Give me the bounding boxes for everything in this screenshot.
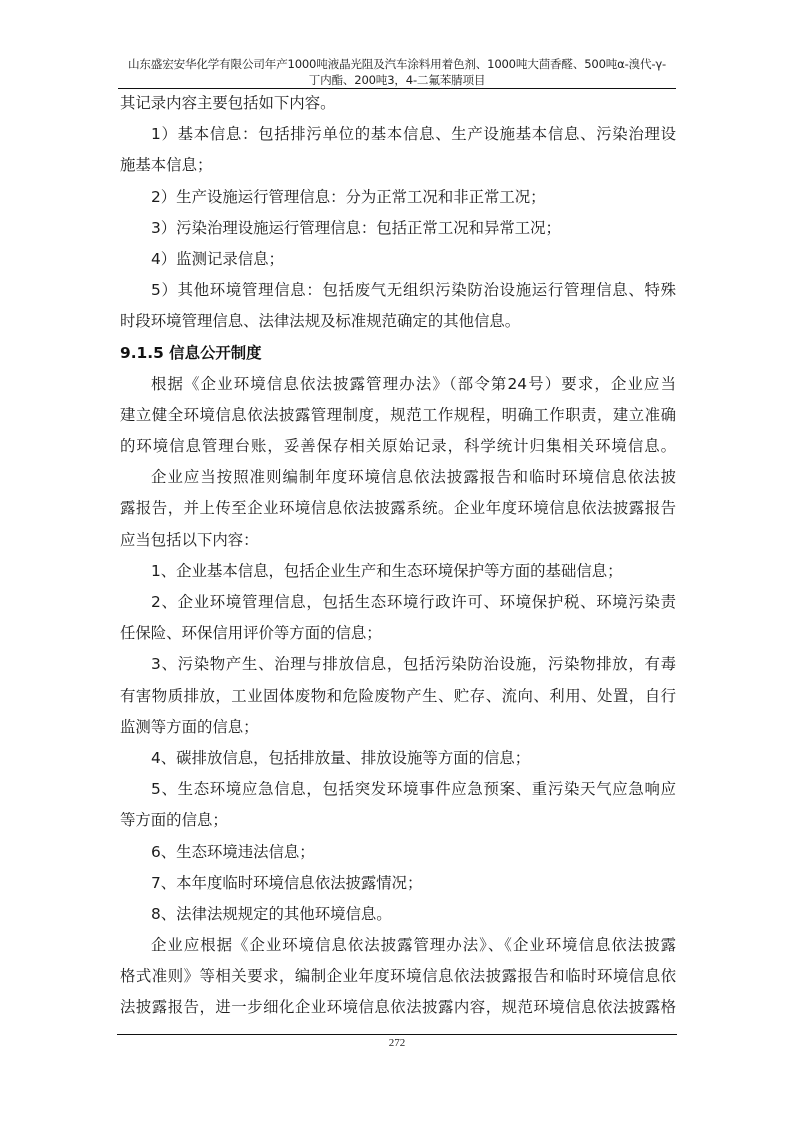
- list-item-basic-info: 1）基本信息：包括排污单位的基本信息、生产设施基本信息、污染治理设: [151, 125, 676, 144]
- paragraph-line: 时段环境管理信息、法律法规及标准规范确定的其他信息。: [120, 312, 521, 331]
- list-item-4: 4、碳排放信息，包括排放量、排放设施等方面的信息；: [151, 748, 531, 767]
- list-item-8: 8、法律法规规定的其他环境信息。: [151, 904, 392, 923]
- list-item-7: 7、本年度临时环境信息依法披露情况；: [151, 873, 423, 892]
- paragraph-line: 有害物质排放，工业固体废物和危险废物产生、贮存、流向、利用、处置，自行: [120, 686, 676, 705]
- footer-divider: [117, 1034, 677, 1035]
- list-item-2: 2、企业环境管理信息，包括生态环境行政许可、环境保护税、环境污染责: [151, 593, 676, 611]
- page-number: 272: [388, 1037, 406, 1049]
- paragraph-line: 等方面的信息；: [120, 811, 228, 830]
- list-item-other-management: 5）其他环境管理信息：包括废气无组织污染防治设施运行管理信息、特殊: [151, 281, 676, 300]
- list-item-production-facility: 2）生产设施运行管理信息：分为正常工况和非正常工况；: [151, 187, 546, 206]
- paragraph-line: 法披露报告，进一步细化企业环境信息依法披露内容，规范环境信息依法披露格: [120, 998, 676, 1017]
- paragraph-line: 其记录内容主要包括如下内容。: [120, 94, 336, 112]
- list-item-3: 3、污染物产生、治理与排放信息，包括污染防治设施，污染物排放，有毒: [151, 655, 676, 674]
- list-item-pollution-control: 3）污染治理设施运行管理信息：包括正常工况和异常工况；: [151, 218, 561, 237]
- list-item-monitoring: 4）监测记录信息；: [151, 249, 284, 268]
- paragraph-line: 建立健全环境信息依法披露管理制度，规范工作规程，明确工作职责，建立准确: [120, 405, 676, 424]
- list-item-5: 5、生态环境应急信息，包括突发环境事件应急预案、重污染天气应急响应: [151, 780, 676, 799]
- paragraph-line: 监测等方面的信息；: [120, 717, 259, 736]
- paragraph-line: 施基本信息；: [120, 156, 213, 175]
- paragraph-line: 企业应根据《企业环境信息依法披露管理办法》、《企业环境信息依法披露: [151, 936, 676, 955]
- paragraph-line: 应当包括以下内容：: [120, 530, 259, 549]
- header-title-line-1: 山东盛宏安华化学有限公司年产1000吨液晶光阻及汽车涂料用着色剂、1000吨大茴香醛、500吨α-溴代-γ-: [128, 57, 666, 71]
- list-item-6: 6、生态环境违法信息；: [151, 842, 315, 861]
- paragraph-line: 露报告，并上传至企业环境信息依法披露系统。企业年度环境信息依法披露报告: [120, 499, 676, 518]
- paragraph-line: 的环境信息管理台账，妥善保存相关原始记录，科学统计归集相关环境信息。: [120, 437, 676, 456]
- header-title-line-2: 丁内酯、200吨3，4-二氟苯腈项目: [308, 73, 486, 87]
- paragraph-line: 格式准则》等相关要求，编制企业年度环境信息依法披露报告和临时环境信息依: [120, 967, 676, 986]
- list-item-1: 1、企业基本信息，包括企业生产和生态环境保护等方面的基础信息；: [151, 561, 623, 580]
- document-body: [120, 88, 676, 1024]
- paragraph-line: 根据《企业环境信息依法披露管理办法》（部令第24号）要求，企业应当: [151, 374, 676, 393]
- section-heading: 9.1.5 信息公开制度: [120, 343, 262, 362]
- paragraph-line: 企业应当按照准则编制年度环境信息依法披露报告和临时环境信息依法披: [151, 468, 676, 487]
- page-header: [117, 56, 677, 88]
- paragraph-line: 任保险、环保信用评价等方面的信息；: [120, 624, 382, 643]
